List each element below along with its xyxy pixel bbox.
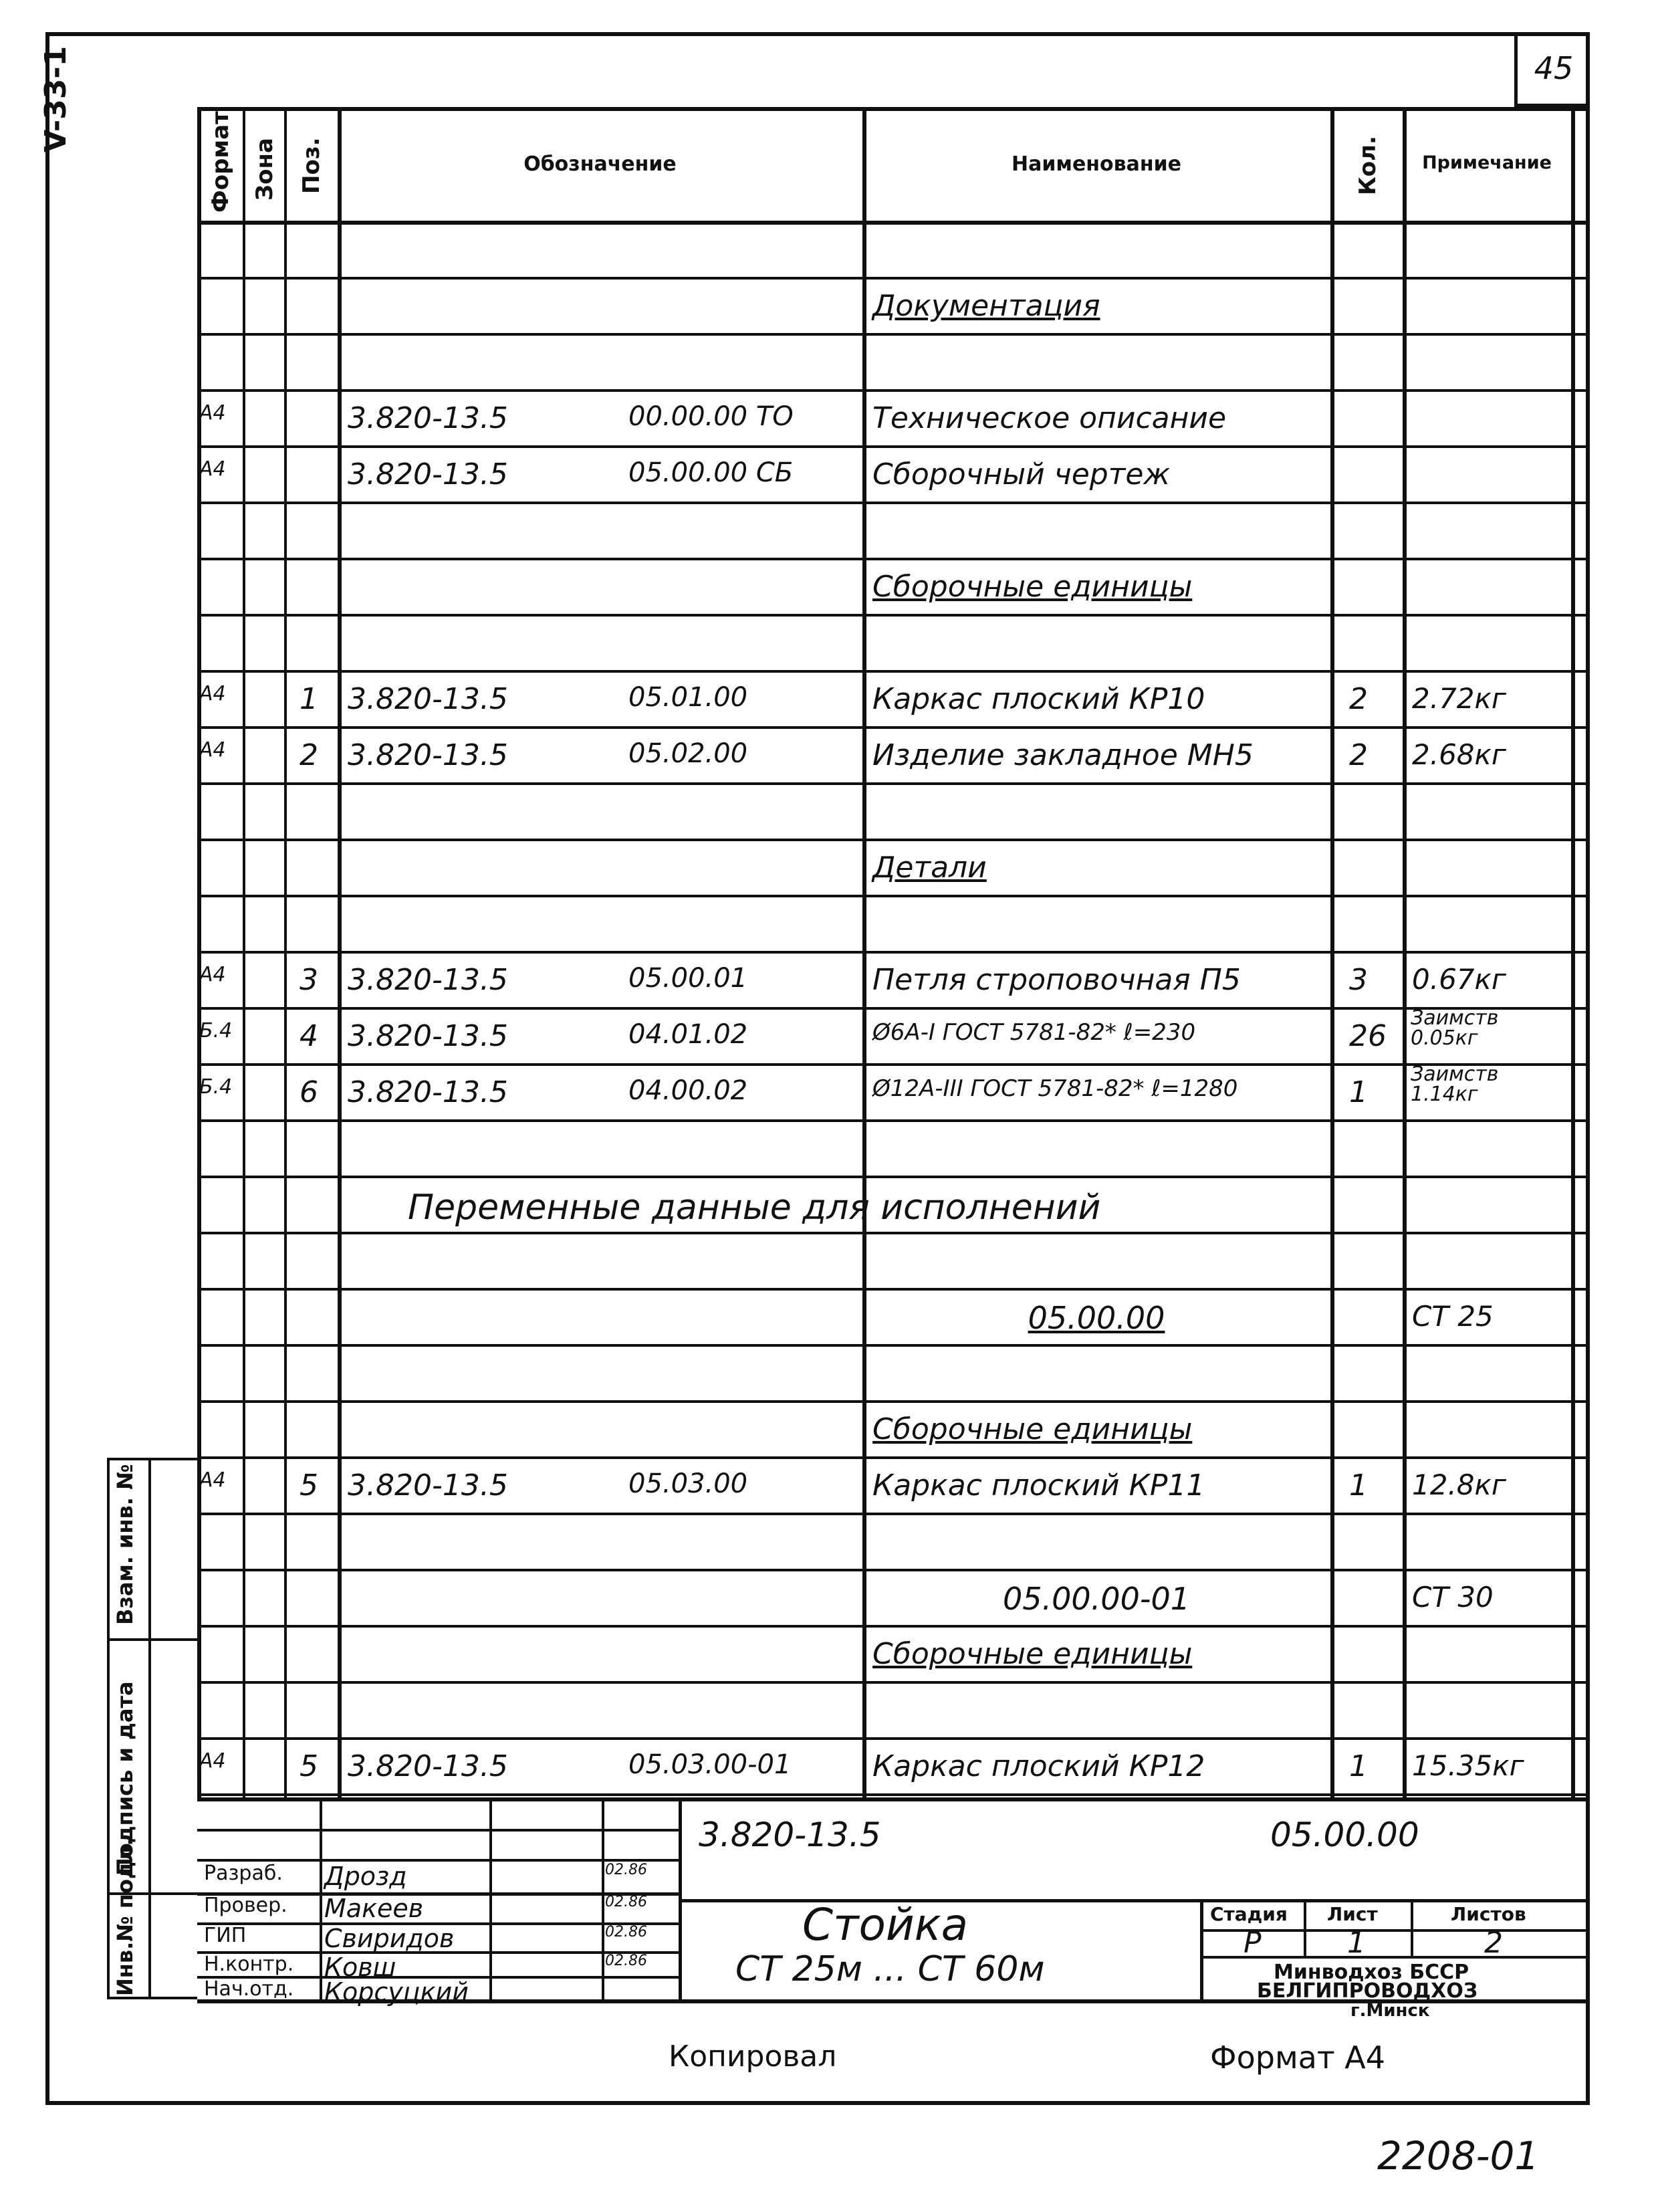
signature-date: 02.86 xyxy=(605,1953,647,1969)
cell-note: 12.8кг xyxy=(1412,1468,1506,1501)
header-qty: Кол. xyxy=(1354,136,1381,195)
row-border xyxy=(197,1793,1590,1796)
cell-des2: 04.00.02 xyxy=(628,1075,748,1106)
copied-label: Копировал xyxy=(669,2039,837,2074)
row-border xyxy=(197,1737,1590,1740)
row-border xyxy=(197,277,1590,280)
cell-qty: 1 xyxy=(1349,1749,1368,1783)
subtitle: СТ 25м ... СТ 60м xyxy=(735,1949,1045,1989)
cell-format: А4 xyxy=(199,1468,226,1492)
cell-pos: 3 xyxy=(300,963,318,997)
cell-pos: 4 xyxy=(300,1019,318,1053)
row-border xyxy=(197,782,1590,785)
signature-role: Провер. xyxy=(204,1894,287,1917)
row-border xyxy=(197,951,1590,954)
cell-name: Ø6А-I ГОСТ 5781-82* ℓ=230 xyxy=(872,1019,1196,1046)
format-label: Формат А4 xyxy=(1210,2039,1385,2076)
cell-format: А4 xyxy=(199,682,226,705)
signature-role: ГИП xyxy=(204,1924,247,1947)
signature-role: Н.контр. xyxy=(204,1953,294,1976)
cell-note: 2.72кг xyxy=(1412,682,1506,715)
cell-format: А4 xyxy=(199,457,226,481)
cell-des2: 05.00.01 xyxy=(628,963,748,994)
cell-qty: 3 xyxy=(1349,963,1368,997)
cell-pos: 6 xyxy=(300,1075,318,1109)
signature-role: Разраб. xyxy=(204,1862,283,1885)
cell-qty: 1 xyxy=(1349,1468,1368,1503)
sheet-value: 1 xyxy=(1347,1926,1366,1960)
cell-format: Б.4 xyxy=(199,1075,233,1099)
header-designation: Обозначение xyxy=(523,152,677,176)
row-border xyxy=(197,558,1590,560)
archive-code: 2208-01 xyxy=(1377,2133,1540,2179)
cell-format: А4 xyxy=(199,401,226,425)
signature-date: 02.86 xyxy=(605,1862,647,1878)
cell-des1: 3.820-13.5 xyxy=(348,1468,508,1503)
vzam-label: Взам. инв. № xyxy=(112,1464,138,1625)
row-border xyxy=(197,1119,1590,1122)
row-border xyxy=(197,1400,1590,1403)
row-border xyxy=(197,726,1590,729)
table-top-border xyxy=(197,107,1590,111)
cell-name: Сборочный чертеж xyxy=(872,457,1171,491)
row-border xyxy=(197,1513,1590,1515)
header-bottom-border xyxy=(197,221,1590,225)
cell-note: Заимств 0.05кг xyxy=(1411,1006,1499,1050)
row-border xyxy=(197,1007,1590,1010)
cell-format: А4 xyxy=(199,1749,226,1773)
cell-wide: Переменные данные для исполнений xyxy=(408,1188,1101,1228)
cell-qty: 26 xyxy=(1349,1019,1387,1053)
doc-code-right: 05.00.00 xyxy=(1270,1815,1419,1854)
cell-note: Заимств 1.14кг xyxy=(1411,1063,1499,1106)
row-border xyxy=(197,1681,1590,1684)
header-note: Примечание xyxy=(1422,152,1552,173)
header-pos: Поз. xyxy=(298,137,325,194)
cell-pos: 5 xyxy=(300,1468,318,1503)
cell-qty: 2 xyxy=(1349,738,1368,772)
sheets-value: 2 xyxy=(1484,1926,1503,1960)
cell-pos: 2 xyxy=(300,738,318,772)
cell-format: А4 xyxy=(199,738,226,762)
row-border xyxy=(197,333,1590,336)
header-format: Формат xyxy=(207,111,234,213)
cell-name: Ø12А-III ГОСТ 5781-82* ℓ=1280 xyxy=(872,1075,1238,1102)
cell-name: Каркас плоский КР12 xyxy=(872,1749,1205,1783)
cell-des1: 3.820-13.5 xyxy=(348,457,508,491)
cell-name: Сборочные единицы xyxy=(872,570,1193,604)
cell-format: А4 xyxy=(199,963,226,986)
signature-role: Нач.отд. xyxy=(204,1977,294,2001)
cell-des1: 3.820-13.5 xyxy=(348,682,508,716)
cell-format: Б.4 xyxy=(199,1019,233,1042)
row-border xyxy=(197,1288,1590,1291)
signature-date: 02.86 xyxy=(605,1924,647,1941)
cell-note: СТ 25 xyxy=(1412,1300,1494,1333)
sheet-number: 45 xyxy=(1514,32,1590,107)
cell-des2: 04.01.02 xyxy=(628,1019,748,1050)
signature-name: Макеев xyxy=(324,1894,424,1923)
row-border xyxy=(197,445,1590,448)
org-line-2: БЕЛГИПРОВОДХОЗ xyxy=(1257,1979,1478,2003)
cell-des2: 05.03.00 xyxy=(628,1468,748,1499)
cell-pos: 5 xyxy=(300,1749,318,1783)
cell-des2: 05.02.00 xyxy=(628,738,748,769)
org-line-1: Минводхоз БССР xyxy=(1274,1961,1469,1984)
row-border xyxy=(197,1569,1590,1571)
cell-des2: 05.00.00 СБ xyxy=(628,457,794,488)
cell-name: Документация xyxy=(872,289,1100,323)
stage-label: Стадия xyxy=(1210,1903,1288,1925)
cell-name: Техническое описание xyxy=(872,401,1227,435)
doc-code-left: 3.820-13.5 xyxy=(699,1815,881,1854)
cell-pos: 1 xyxy=(300,682,318,716)
cell-note: 2.68кг xyxy=(1412,738,1506,771)
org-line-3: г.Минск xyxy=(1350,2001,1430,2021)
cell-des1: 3.820-13.5 xyxy=(348,963,508,997)
cell-name: Каркас плоский КР11 xyxy=(872,1468,1205,1503)
cell-name: Изделие закладное МН5 xyxy=(872,738,1254,772)
side-code: V-33-1 xyxy=(39,45,73,152)
header-name: Наименование xyxy=(1012,152,1181,176)
sheet-label: Лист xyxy=(1327,1903,1378,1925)
cell-note: 15.35кг xyxy=(1412,1749,1524,1782)
row-border xyxy=(197,1232,1590,1234)
cell-des1: 3.820-13.5 xyxy=(348,1019,508,1053)
cell-note: СТ 30 xyxy=(1412,1581,1494,1614)
row-border xyxy=(197,1344,1590,1347)
row-border xyxy=(197,1625,1590,1628)
signature-name: Корсуцкий xyxy=(324,1977,469,2007)
cell-des1: 3.820-13.5 xyxy=(348,1075,508,1109)
cell-qty: 2 xyxy=(1349,682,1368,716)
cell-name: Сборочные единицы xyxy=(872,1412,1193,1446)
row-border xyxy=(197,1176,1590,1178)
cell-name: Сборочные единицы xyxy=(872,1637,1193,1671)
cell-des2: 00.00.00 ТО xyxy=(628,401,794,432)
inv-label: Инв.№ подл. xyxy=(112,1838,138,1996)
row-border xyxy=(197,502,1590,504)
cell-name: Каркас плоский КР10 xyxy=(872,682,1205,716)
cell-name: Петля строповочная П5 xyxy=(872,963,1241,997)
row-border xyxy=(197,839,1590,841)
row-border xyxy=(197,895,1590,897)
row-border xyxy=(197,1456,1590,1459)
cell-des2: 05.03.00-01 xyxy=(628,1749,792,1780)
sheets-label: Листов xyxy=(1451,1903,1526,1925)
cell-des1: 3.820-13.5 xyxy=(348,1749,508,1783)
row-border xyxy=(197,389,1590,392)
row-border xyxy=(197,614,1590,617)
signature-name: Ковш xyxy=(324,1953,396,1982)
cell-note: 0.67кг xyxy=(1412,963,1506,996)
signature-name: Дрозд xyxy=(324,1862,407,1891)
signature-name: Свиридов xyxy=(324,1924,455,1953)
cell-des1: 3.820-13.5 xyxy=(348,401,508,435)
stage-value: Р xyxy=(1244,1926,1262,1960)
sign-label: Подпись и дата xyxy=(112,1681,138,1876)
cell-name: 05.00.00 xyxy=(1028,1300,1165,1336)
signature-date: 02.86 xyxy=(605,1894,647,1910)
header-zone: Зона xyxy=(251,138,278,201)
cell-name: 05.00.00-01 xyxy=(1003,1581,1190,1617)
row-border xyxy=(197,670,1590,673)
row-border xyxy=(197,1063,1590,1066)
cell-des1: 3.820-13.5 xyxy=(348,738,508,772)
cell-qty: 1 xyxy=(1349,1075,1368,1109)
cell-name: Детали xyxy=(872,851,987,885)
cell-des2: 05.01.00 xyxy=(628,682,748,713)
title: Стойка xyxy=(802,1899,969,1951)
